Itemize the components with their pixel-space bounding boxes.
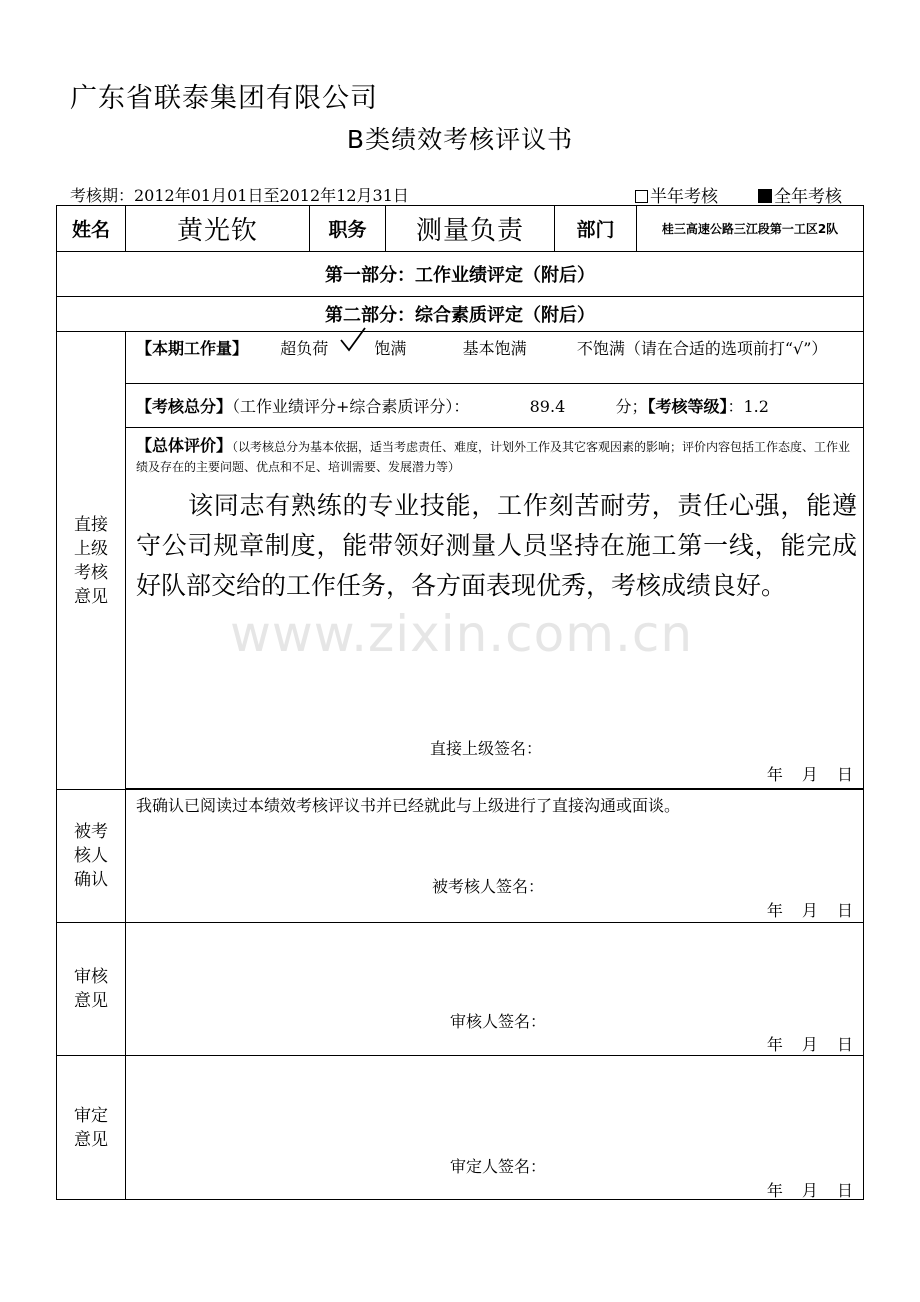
workload-option-basic[interactable]: 基本饱满 bbox=[462, 339, 527, 358]
approval-date[interactable]: 年 月 日 bbox=[766, 1181, 853, 1200]
employee-confirm-label bbox=[57, 790, 126, 923]
half-year-label: 半年考核 bbox=[650, 187, 718, 207]
workload-cell bbox=[126, 332, 864, 384]
approval-opinion-label bbox=[57, 1056, 126, 1200]
employee-date[interactable]: 年 月 日 bbox=[766, 901, 853, 920]
watermark: www.zixin.com.cn bbox=[230, 605, 694, 663]
score-unit: 分； bbox=[615, 397, 648, 416]
workload-option-overload[interactable]: 超负荷 bbox=[280, 339, 329, 358]
document-title: B类绩效考核评议书 bbox=[346, 125, 574, 154]
checkmark-icon bbox=[339, 326, 367, 352]
review-side-text: 审核 意见 bbox=[74, 967, 108, 1011]
approval-side-text: 审定 意见 bbox=[74, 1105, 108, 1150]
grade-label: 【考核等级】 bbox=[647, 397, 728, 416]
employee-confirm-cell bbox=[126, 790, 864, 923]
review-cell bbox=[126, 923, 864, 1056]
supervisor-date[interactable]: 年 月 日 bbox=[766, 765, 853, 784]
supervisor-opinion-label bbox=[57, 332, 126, 790]
approval-cell bbox=[126, 1056, 864, 1200]
reviewer-signature-label: 审核人签名： bbox=[450, 1012, 547, 1031]
half-year-option[interactable] bbox=[635, 182, 718, 207]
half-year-checkbox-icon[interactable] bbox=[635, 190, 648, 203]
supervisor-signature-label: 直接上级签名： bbox=[430, 739, 543, 758]
name-value[interactable]: 黄光钦 bbox=[126, 206, 310, 252]
total-score-label: 【考核总分】 bbox=[136, 397, 233, 416]
overall-evaluation-cell bbox=[126, 428, 864, 789]
total-score-value[interactable]: 89.4 bbox=[529, 397, 566, 416]
review-opinion-label bbox=[57, 923, 126, 1056]
workload-option-under[interactable]: 不饱满 bbox=[576, 339, 625, 358]
supervisor-side-text: 直接 上级 考核 意见 bbox=[74, 514, 108, 607]
position-value[interactable]: 测量负责 bbox=[386, 206, 555, 252]
section-part2: 第二部分：综合素质评定（附后） bbox=[57, 297, 864, 332]
assessment-period: 考核期：2012年01月01日至2012年12月31日 bbox=[70, 186, 409, 205]
full-year-label: 全年考核 bbox=[774, 187, 842, 207]
workload-option-full[interactable]: 饱满 bbox=[374, 339, 407, 358]
employee-side-text: 被考 核人 确认 bbox=[74, 822, 108, 890]
department-label: 部门 bbox=[555, 206, 637, 252]
review-date[interactable]: 年 月 日 bbox=[766, 1035, 853, 1054]
name-label: 姓名 bbox=[57, 206, 126, 252]
total-score-cell bbox=[126, 384, 864, 428]
full-year-option[interactable] bbox=[758, 182, 842, 207]
employee-signature-label: 被考核人签名： bbox=[432, 877, 545, 896]
department-value[interactable]: 桂三高速公路三江段第一工区2队 bbox=[637, 206, 864, 252]
position-label: 职务 bbox=[310, 206, 386, 252]
grade-value[interactable]: ：1.2 bbox=[727, 397, 769, 416]
evaluation-note: （以考核总分为基本依据，适当考虑责任、难度，计划外工作及其它客观因素的影响；评价内容包括工作态度、工作业绩及存在的主要问题、优点和不足、培训需要、发展潜力等） bbox=[136, 440, 851, 474]
evaluation-label: 【总体评价】 bbox=[136, 436, 233, 455]
full-year-checkbox-icon[interactable] bbox=[758, 189, 772, 203]
appraisal-form bbox=[56, 205, 864, 1200]
workload-label: 【本期工作量】 bbox=[136, 339, 249, 358]
workload-note: （请在合适的选项前打“√”） bbox=[624, 339, 828, 358]
company-name: 广东省联泰集团有限公司 bbox=[70, 83, 378, 114]
employee-statement: 我确认已阅读过本绩效考核评议书并已经就此与上级进行了直接沟通或面谈。 bbox=[136, 796, 681, 815]
section-part1: 第一部分：工作业绩评定（附后） bbox=[57, 252, 864, 297]
approver-signature-label: 审定人签名： bbox=[450, 1157, 547, 1176]
total-score-note: （工作业绩评分+综合素质评分）： bbox=[232, 397, 470, 416]
evaluation-text[interactable]: 该同志有熟练的专业技能，工作刻苦耐劳，责任心强，能遵守公司规章制度，能带领好测量人员坚持在施工第一线，能完成好队部交给的工作任务，各方面表现优秀，考核成绩良好。 bbox=[136, 491, 857, 600]
